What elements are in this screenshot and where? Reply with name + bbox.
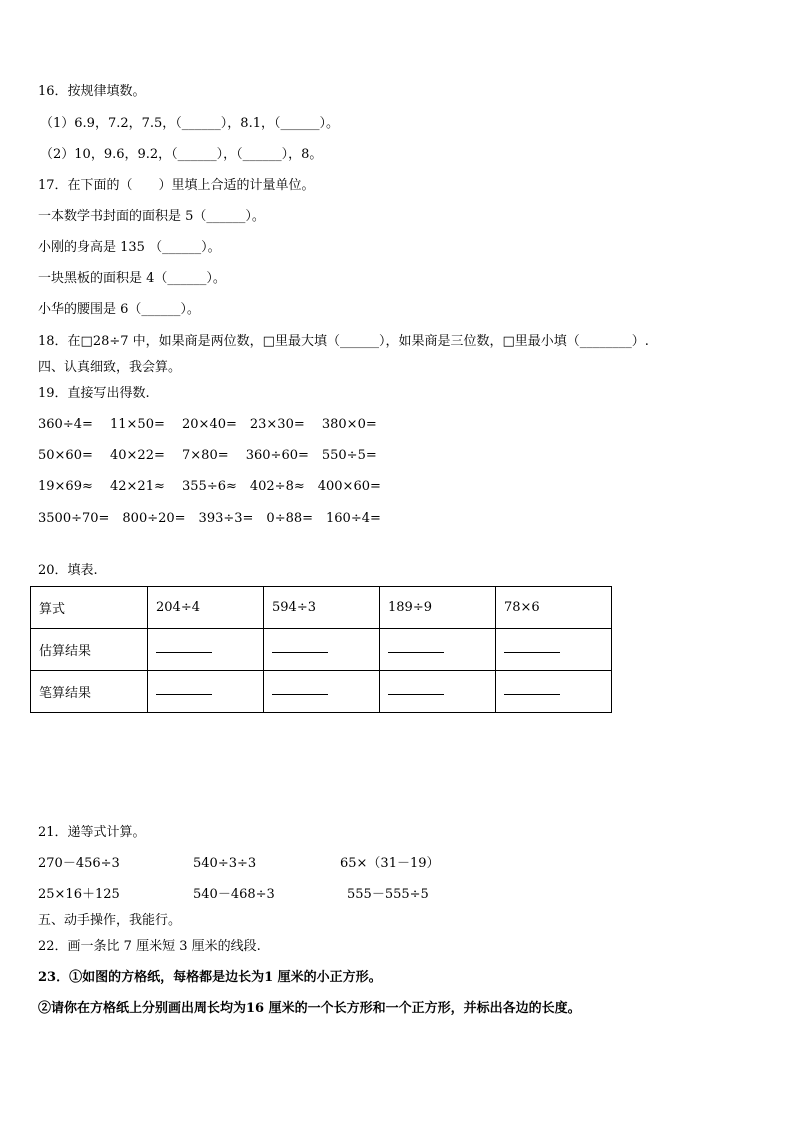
q19-row: 360÷4= 11×50= 20×40= 23×30= 380×0= (38, 417, 377, 432)
section-5-heading: 五、动手操作，我能行。 (38, 913, 182, 928)
q19-row: 3500÷70= 800÷20= 393÷3= 0÷88= 160÷4= (38, 511, 381, 526)
table-cell: 189÷9 (380, 587, 496, 629)
q17-item: 小华的腰围是 6（______）。 (38, 302, 200, 317)
table-cell: 估算结果 (31, 629, 148, 671)
q16-line1: （1）6.9，7.2，7.5，（______），8.1，（______）。 (40, 116, 339, 131)
q17-item: 小刚的身高是 135 （______）。 (38, 240, 221, 255)
q19-row: 50×60= 40×22= 7×80= 360÷60= 550÷5= (38, 448, 377, 463)
q21-title: 21．递等式计算。 (38, 825, 146, 840)
answer-blank[interactable] (380, 671, 496, 713)
q19-row: 19×69≈ 42×21≈ 355÷6≈ 402÷8≈ 400×60= (38, 479, 381, 494)
q20-title: 20．填表. (38, 563, 98, 578)
q16-title: 16．按规律填数。 (38, 84, 146, 99)
q22-text: 22．画一条比 7 厘米短 3 厘米的线段. (38, 939, 261, 954)
q17-title: 17．在下面的（ ）里填上合适的计量单位。 (38, 178, 315, 193)
q19-title: 19．直接写出得数. (38, 386, 150, 401)
q21-expr: 540÷3÷3 (193, 856, 257, 871)
q21-expr: 25×16＋125 (38, 887, 120, 902)
table-row (31, 629, 612, 671)
q23-line1: 23．①如图的方格纸，每格都是边长为1 厘米的小正方形。 (38, 970, 382, 985)
q18-text: 18．在□28÷7 中，如果商是两位数，□里最大填（______），如果商是三位数，□里最小填（________）. (38, 334, 649, 349)
table-cell: 笔算结果 (31, 671, 148, 713)
answer-blank[interactable] (148, 671, 264, 713)
q21-expr: 540－468÷3 (193, 887, 275, 902)
answer-blank[interactable] (264, 671, 380, 713)
q23-line2: ②请你在方格纸上分别画出周长均为16 厘米的一个长方形和一个正方形，并标出各边的长度。 (38, 1001, 581, 1016)
table-cell: 204÷4 (148, 587, 264, 629)
q21-expr: 555－555÷5 (347, 887, 429, 902)
table-cell: 594÷3 (264, 587, 380, 629)
q21-expr: 270－456÷3 (38, 856, 120, 871)
section-4-heading: 四、认真细致，我会算。 (38, 360, 182, 375)
q20-table (30, 586, 612, 713)
q17-item: 一块黑板的面积是 4（______）。 (38, 271, 226, 286)
q17-item: 一本数学书封面的面积是 5（______）。 (38, 209, 265, 224)
table-cell: 78×6 (496, 587, 612, 629)
answer-blank[interactable] (496, 671, 612, 713)
q16-line2: （2）10，9.6，9.2，（______），（______），8。 (40, 147, 323, 162)
q21-expr: 65×（31－19） (340, 856, 440, 871)
table-cell: 算式 (31, 587, 148, 629)
answer-blank[interactable] (148, 629, 264, 671)
answer-blank[interactable] (496, 629, 612, 671)
answer-blank[interactable] (264, 629, 380, 671)
answer-blank[interactable] (380, 629, 496, 671)
table-row (31, 671, 612, 713)
table-row (31, 587, 612, 629)
